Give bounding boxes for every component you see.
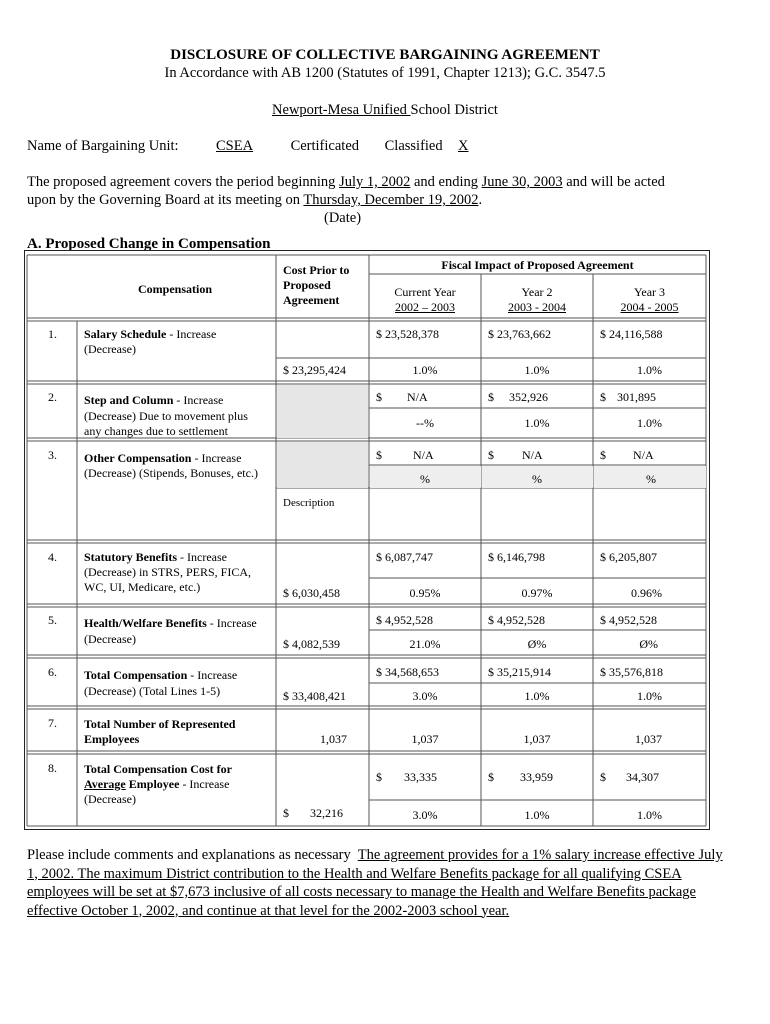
row-y1-pct: 1.0% xyxy=(412,363,438,377)
row-prior-cost: $ 4,082,539 xyxy=(283,637,340,651)
row-y2-pct: 1.0% xyxy=(524,689,550,703)
row-y2-pct: Ø% xyxy=(527,637,547,651)
row-y2-amount: $ 35,215,914 xyxy=(488,665,551,679)
row-label-line2: (Decrease) in STRS, PERS, FICA, xyxy=(84,565,251,579)
row-label-line3: (Decrease) xyxy=(84,792,136,806)
row-y3-pct: 1.0% xyxy=(637,689,662,703)
row-number: 8. xyxy=(48,761,57,775)
row-y3-amount: N/A xyxy=(633,448,654,462)
row-y1-pct: 3.0% xyxy=(412,808,438,822)
row-prior-cost: $ 33,408,421 xyxy=(283,689,346,703)
row-y2-pct: 0.97% xyxy=(521,586,553,600)
col-cost-prior-line3: Agreement xyxy=(283,293,340,307)
row-label: Other Compensation - Increase xyxy=(84,451,242,465)
row-label: Statutory Benefits - Increase xyxy=(84,550,227,564)
row-y3-pct: 1.0% xyxy=(637,808,662,822)
row-y2-pct: 1.0% xyxy=(524,416,550,430)
dollar-sign: $ xyxy=(600,390,606,404)
row-number: 3. xyxy=(48,448,57,462)
certificated-label: Certificated xyxy=(290,138,359,154)
section-a-title: A. Proposed Change in Compensation xyxy=(27,236,271,252)
row-y1-amount: $ 6,087,747 xyxy=(376,550,433,564)
row-y1-amount: 33,335 xyxy=(404,770,437,784)
year2-range: 2003 - 2004 xyxy=(508,300,566,314)
meeting-date: Thursday, December 19, 2002 xyxy=(303,192,479,208)
dollar-sign: $ xyxy=(600,448,606,462)
comments-label: Please include comments and explanations as necessary xyxy=(27,847,351,863)
row-y2-amount: N/A xyxy=(522,448,543,462)
shaded-cell-row3 xyxy=(277,442,368,488)
dollar-sign: $ xyxy=(488,390,494,404)
year3-header: Year 3 xyxy=(633,285,666,299)
bargaining-unit-label: Name of Bargaining Unit: xyxy=(27,138,179,154)
row-y3-pct: 0.96% xyxy=(631,586,662,600)
period-line-2: upon by the Governing Board at its meeting on Thursday, December 19, 2002. xyxy=(27,192,483,208)
row-number: 1. xyxy=(48,327,57,341)
dollar-sign: $ xyxy=(376,390,382,404)
period-text-2: and ending xyxy=(413,174,479,190)
row-y3-amount: $ 4,952,528 xyxy=(600,613,657,627)
row-y1-pct: --% xyxy=(416,416,434,430)
row-number: 4. xyxy=(48,550,57,564)
period-text-4: upon by the Governing Board at its meeting on xyxy=(27,192,301,208)
row-y3-pct: % xyxy=(646,472,656,486)
row-number: 5. xyxy=(48,613,57,627)
row-y1-pct: 0.95% xyxy=(409,586,441,600)
classified-label: Classified xyxy=(384,138,443,154)
row-y2-pct: 1.0% xyxy=(524,363,550,377)
row-y1-amount: N/A xyxy=(413,448,434,462)
period-text-1: The proposed agreement covers the period beginning xyxy=(27,174,336,190)
current-year-range: 2002 – 2003 xyxy=(395,300,455,314)
row-y2-pct: 1.0% xyxy=(524,808,550,822)
dollar-sign: $ xyxy=(488,770,494,784)
row-y3-pct: 1.0% xyxy=(637,416,662,430)
row-y3-amount: $ 24,116,588 xyxy=(600,327,663,341)
row-label-line2: (Decrease) xyxy=(84,632,136,646)
row-y1-pct: % xyxy=(420,472,430,486)
row-label-line2: (Decrease) (Total Lines 1-5) xyxy=(84,684,221,698)
row-y3-pct: 1.0% xyxy=(637,363,662,377)
row-y1-pct: 3.0% xyxy=(412,689,438,703)
dollar-sign: $ xyxy=(488,448,494,462)
row-label: Step and Column - Increase xyxy=(84,393,224,407)
row-label-line2: Average Employee - Increase xyxy=(84,777,230,791)
row-y1-amount: N/A xyxy=(407,390,428,404)
row-y3-amount: 301,895 xyxy=(617,390,656,404)
document-subtitle: In Accordance with AB 1200 (Statutes of 1991, Chapter 1213); G.C. 3547.5 xyxy=(164,65,606,81)
row-prior-cost: $ 6,030,458 xyxy=(283,586,340,600)
row-label: Total Number of Represented xyxy=(84,717,236,731)
row-label-line3: any changes due to settlement xyxy=(84,424,228,438)
comments-paragraph xyxy=(27,846,727,920)
row-y3-amount: 1,037 xyxy=(635,732,662,746)
dollar-sign: $ xyxy=(600,770,606,784)
row-label: Total Compensation Cost for xyxy=(84,762,232,776)
row-prior-cost: 32,216 xyxy=(310,806,343,820)
row-y1-amount: $ 34,568,653 xyxy=(376,665,439,679)
col-cost-prior-line1: Cost Prior to xyxy=(283,263,350,277)
row-y2-amount: 352,926 xyxy=(509,390,548,404)
dollar-sign: $ xyxy=(376,770,382,784)
row-prior-cost: 1,037 xyxy=(320,732,347,746)
row-label-line2: Employees xyxy=(84,732,140,746)
row-prior-cost: $ 23,295,424 xyxy=(283,363,346,377)
document-title: DISCLOSURE OF COLLECTIVE BARGAINING AGREEMENT xyxy=(170,47,600,63)
row-y1-amount: 1,037 xyxy=(411,732,439,746)
current-year-header: Current Year xyxy=(394,285,456,299)
row-y2-pct: % xyxy=(532,472,542,486)
shaded-cell-row2 xyxy=(277,385,368,438)
fiscal-impact-header: Fiscal Impact of Proposed Agreement xyxy=(441,258,634,272)
row-y2-amount: $ 4,952,528 xyxy=(488,613,545,627)
row-number: 6. xyxy=(48,665,57,679)
row-number: 2. xyxy=(48,390,57,404)
date-caption: (Date) xyxy=(324,210,362,226)
row-label-line2: (Decrease) Due to movement plus xyxy=(84,409,248,423)
col-compensation-header: Compensation xyxy=(138,282,213,296)
year3-range: 2004 - 2005 xyxy=(620,300,679,314)
district-suffix: School District xyxy=(410,102,498,118)
classified-mark: X xyxy=(458,138,469,154)
row-y3-pct: Ø% xyxy=(639,637,658,651)
row-y2-amount: $ 23,763,662 xyxy=(488,327,551,341)
row-label-line2: (Decrease) (Stipends, Bonuses, etc.) xyxy=(84,466,258,480)
row-y1-amount: $ 23,528,378 xyxy=(376,327,439,341)
row-label-line2: (Decrease) xyxy=(84,342,136,356)
row-y2-amount: $ 6,146,798 xyxy=(488,550,545,564)
comments-text: The agreement provides for a 1% salary increase effective July 1, 2002. The maximum District contribution to the Health and Welfare Benefits package for all qualifying CSEA employees will be set at $7,673 inclusive of all costs necessary to manage the Health and Welfare Benefits package effective October 1, 2002, and continue at that level for the 2002-2003 school year. xyxy=(27,847,723,919)
bargaining-unit-name: CSEA xyxy=(216,138,254,154)
row-y1-pct: 21.0% xyxy=(409,637,441,651)
dollar-sign: $ xyxy=(283,806,289,820)
period-begin-date: July 1, 2002 xyxy=(339,174,411,190)
district-name: Newport-Mesa Unified xyxy=(272,102,411,118)
period-text-3: and will be acted xyxy=(566,174,665,190)
dollar-sign: $ xyxy=(376,448,382,462)
row-y3-amount: 34,307 xyxy=(626,770,659,784)
year2-header: Year 2 xyxy=(521,285,553,299)
row-y1-amount: $ 4,952,528 xyxy=(376,613,433,627)
row-y3-amount: $ 6,205,807 xyxy=(600,550,657,564)
description-label: Description xyxy=(283,497,335,509)
row-label: Total Compensation - Increase xyxy=(84,668,238,682)
row-y2-amount: 33,959 xyxy=(520,770,553,784)
row-y3-amount: $ 35,576,818 xyxy=(600,665,663,679)
col-cost-prior-line2: Proposed xyxy=(283,278,331,292)
row-label-line3: WC, UI, Medicare, etc.) xyxy=(84,580,201,594)
period-end-date: June 30, 2003 xyxy=(481,174,563,190)
row-number: 7. xyxy=(48,716,57,730)
row-label: Salary Schedule - Increase xyxy=(84,327,217,341)
row-y2-amount: 1,037 xyxy=(523,732,551,746)
row-label: Health/Welfare Benefits - Increase xyxy=(84,616,257,630)
